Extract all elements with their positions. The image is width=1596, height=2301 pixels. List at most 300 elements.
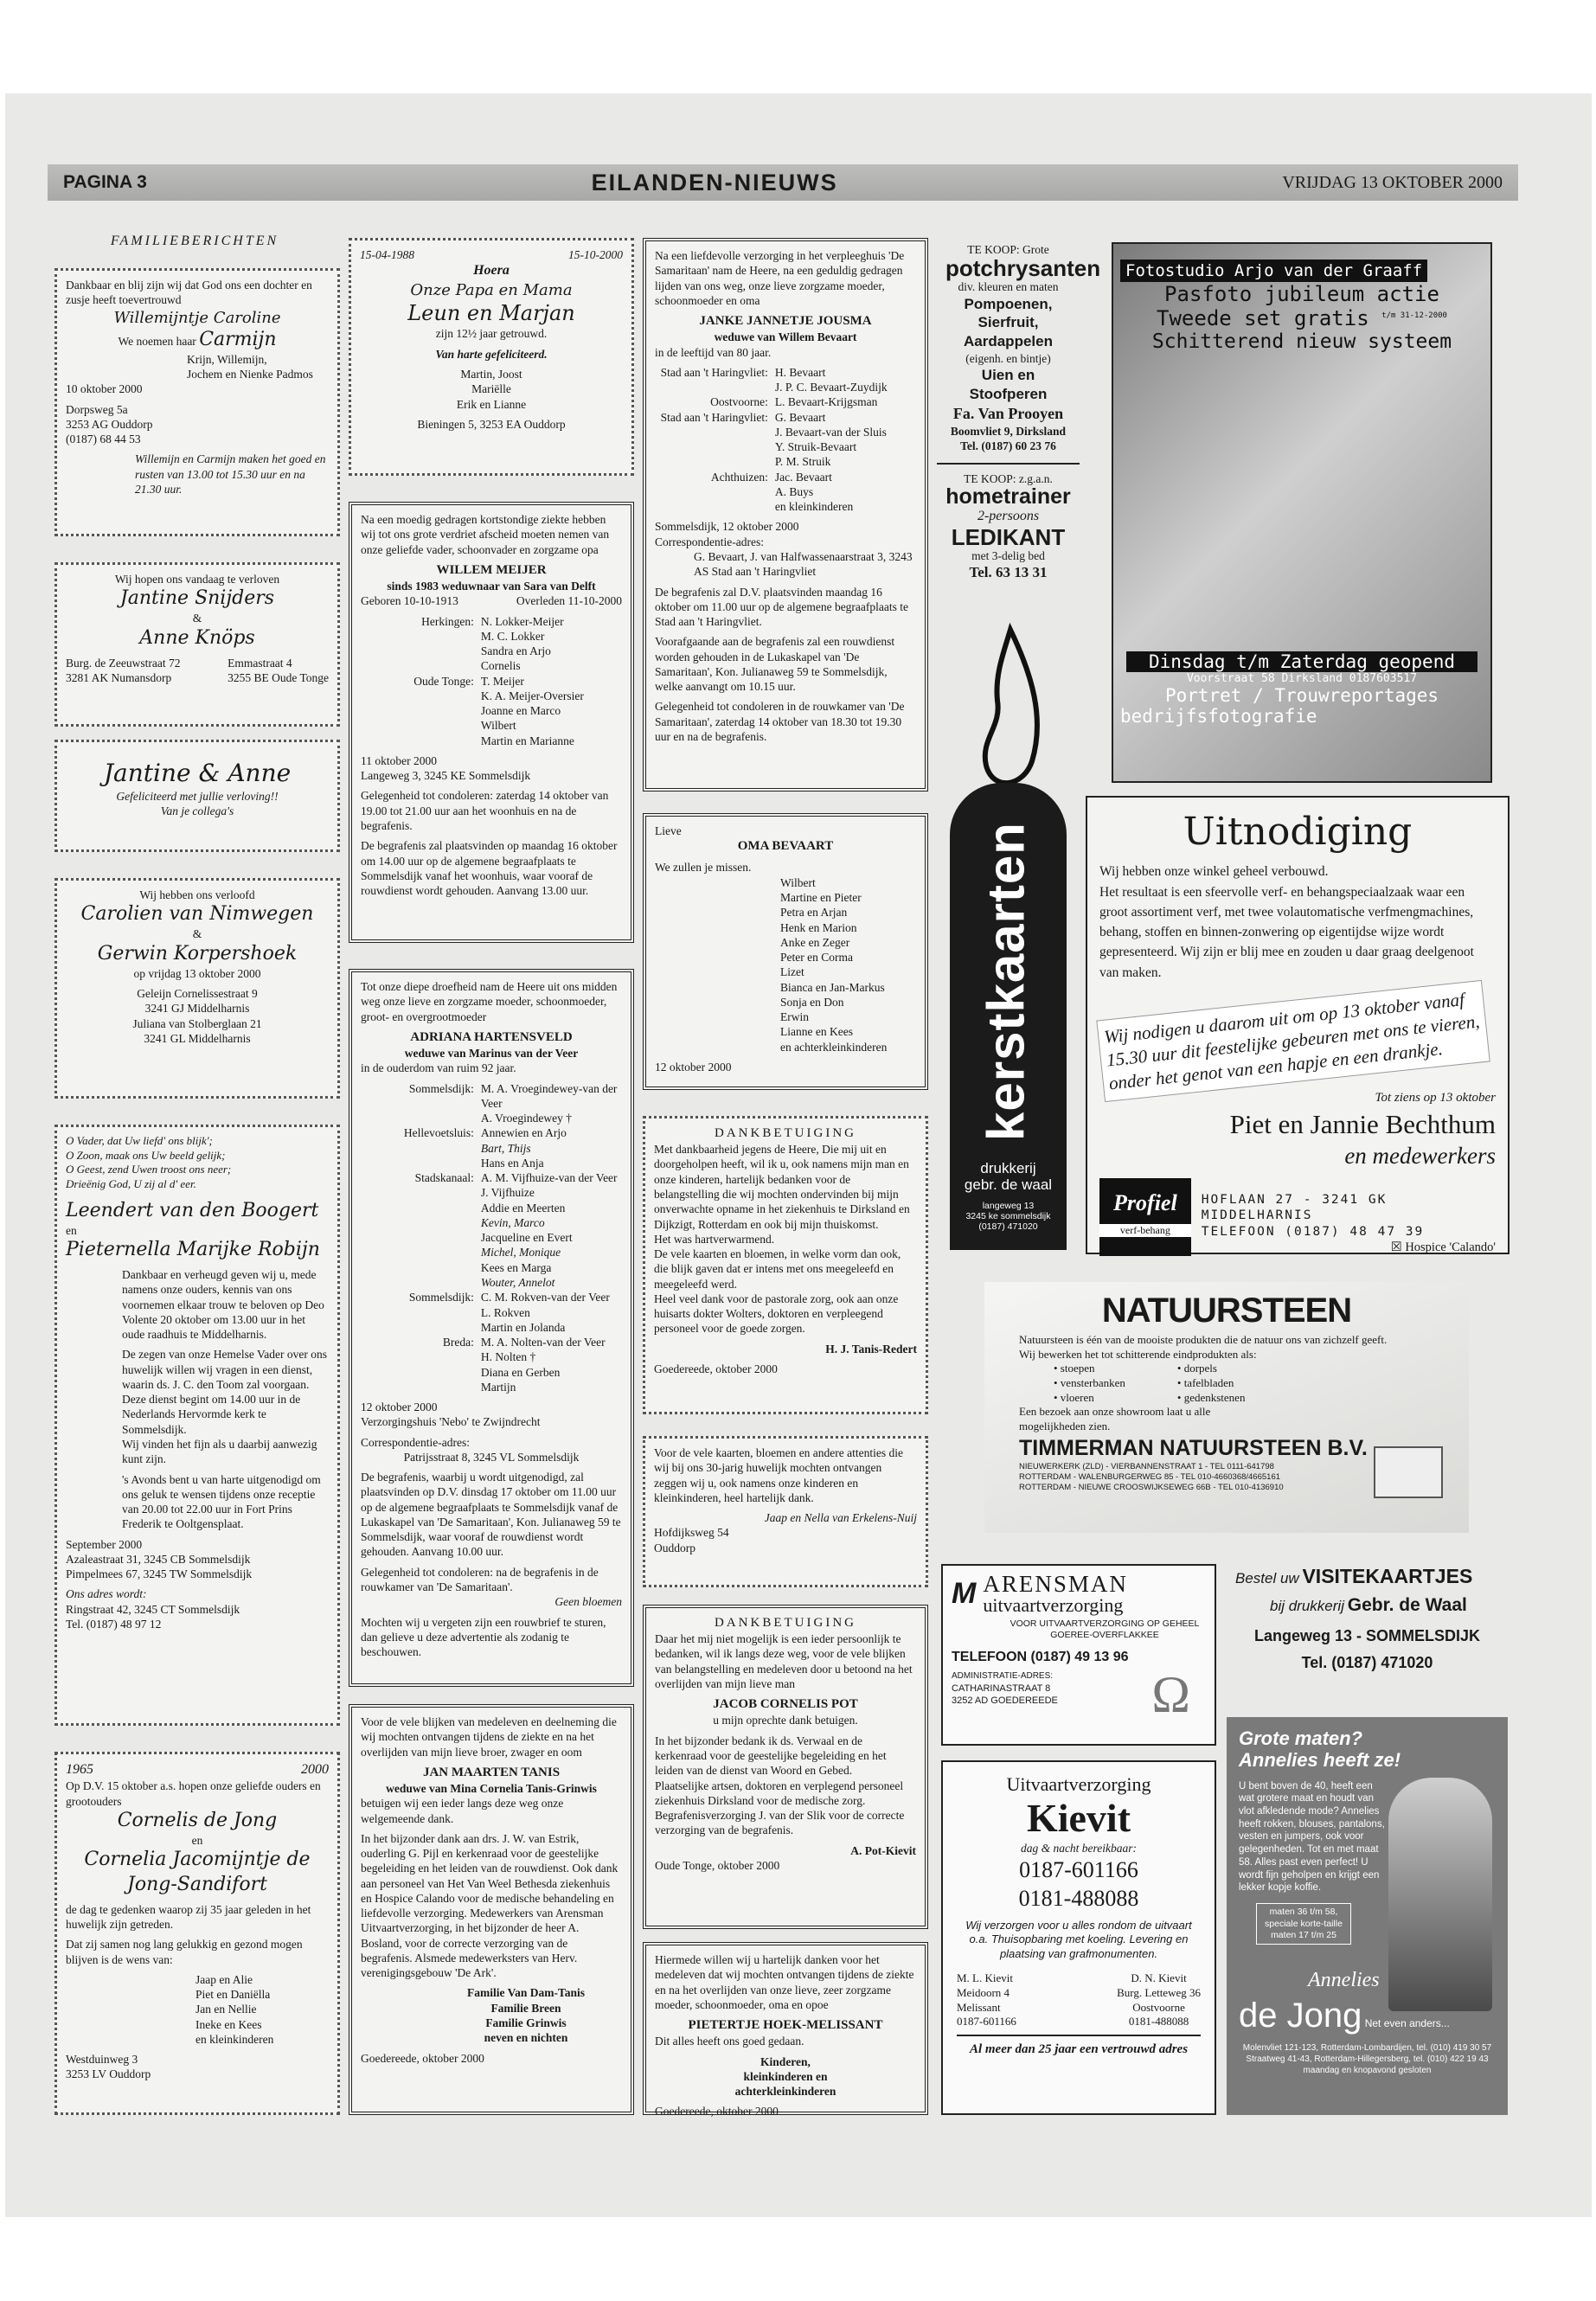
ad-heading: kerstkaarten	[977, 822, 1035, 1141]
ad-heading: VISITEKAARTJES	[1302, 1565, 1473, 1587]
ad-heading: NATUURSTEEN	[1101, 1292, 1352, 1330]
ad-text: in de leeftijd van 80 jaar.	[655, 345, 772, 359]
company-name: Annelies	[1308, 1969, 1380, 1992]
thanks-pot	[643, 1605, 928, 1929]
relative: Jacqueline en Evert	[480, 1231, 573, 1245]
ad-heading: LEDIKANT	[951, 523, 1066, 550]
ad-signature: H. J. Tanis-Redert	[825, 1342, 917, 1356]
ad-text: Wij hebben onze winkel geheel verbouwd. Het resultaat is een sfeervolle verf- en behangspeciaalzaak waar een groot assortiment verf, met twee volautomatische verfmengmachines, behang, stoffen en binnen-zonwering op eigentijdse wijze wordt gepresenteerd. Wij zijn er blij mee en zouden u daar graag deelgenoot van maken.	[1099, 864, 1474, 980]
ad-text: 's Avonds bent u van harte uitgenodigd om ons geluk te wensen tijdens onze receptie van 20.00 tot 22.00 uur in Fort Prins Frederik te Ooltgensplaat.	[122, 1472, 321, 1531]
visitekaartjes-ad	[1227, 1557, 1508, 1704]
place: Hellevoetsluis:	[403, 1126, 474, 1140]
relative: Michel, Monique	[480, 1246, 561, 1259]
profiel-logo	[1099, 1178, 1191, 1256]
relative: Kees en Marga	[480, 1260, 552, 1274]
relative: Bart, Thijs	[480, 1141, 531, 1155]
place	[361, 703, 481, 718]
ad-text: dag & nacht bereikbaar:	[1020, 1841, 1138, 1855]
baby-name: Willemijntje Caroline	[113, 308, 281, 327]
ad-address: NIEUWERKERK (ZLD) - VIERBANNENSTRAAT 1 - TEL 0111-641798	[1019, 1461, 1274, 1471]
candle-flame-icon	[950, 623, 1067, 796]
ad-text: weduwe van Mina Cornelia Tanis-Grinwis	[386, 1781, 597, 1795]
ad-date: op vrijdag 13 oktober 2000	[133, 966, 261, 980]
phone-number: 0187-601166	[1019, 1857, 1138, 1883]
relative: Sandra en Arjo	[480, 644, 551, 658]
relative: Hans en Anja	[480, 1156, 544, 1170]
ad-text: De begrafenis, waarbij u wordt uitgenodigd, zal plaatsvinden op D.V. dinsdag 17 oktober om 11.00 uur op de algemene begraafplaats te Sommelsdijk vanaf de Lukaskapel van 'De Samaritaan', Kon. Julianaweg 59 te Sommelsdijk, waar vooraf de rouwdienst wordt gehouden. Aanvang 10.00 uur.	[361, 1471, 621, 1559]
ad-heading: Uitnodiging	[1183, 810, 1413, 854]
person-name: Anne Knöps	[139, 626, 255, 649]
ad-address: Emmastraat 4 3255 BE Oude Tonge	[228, 656, 329, 685]
ad-text: Portret / Trouwreportages	[1164, 685, 1439, 706]
place: Oostvoorne:	[710, 395, 768, 409]
ad-text: zijn 12½ jaar getrouwd.	[435, 327, 548, 341]
ad-heading: potchrysanten	[945, 255, 1101, 282]
for-sale-hometrainer	[937, 463, 1080, 593]
relative: P. M. Struik	[774, 455, 831, 469]
ad-text: Hiermede willen wij u hartelijk danken voor het medeleven dat wij mochten ontvangen tijdens de ziekte en na het overlijden van onze lieve, zeer zorgzame moeder, schoonmoeder, oma en opoe	[655, 1953, 914, 2011]
place	[361, 1305, 481, 1320]
ad-address: Langeweg 3, 3245 KE Sommelsdijk	[361, 769, 531, 783]
ad-text: De begrafenis zal plaatsvinden op maandag 16 oktober om 14.00 uur op de algemene begraafplaats te Sommelsdijk vanaf het woonhuis, waar vooraf de rouwdienst wordt gehouden. Aanvang 13.00 uur.	[361, 839, 618, 898]
thanks-hoek	[643, 1942, 928, 2118]
place	[361, 629, 481, 644]
relative: C. M. Rokven-van der Veer	[480, 1291, 610, 1304]
ad-text: Schitterend nieuw systeem	[1151, 330, 1452, 353]
product-list: • dorpels • tafelbladen • gedenkstenen	[1176, 1362, 1246, 1404]
ad-text: Wij verzorgen voor u alles rondom de uitvaart o.a. Thuisopbaring met koeling. Levering en plaatsing van grafmonumenten.	[965, 1918, 1192, 1960]
ad-text: Dankbaar en verheugd geven wij u, mede namens onze ouders, kennis van ons voornemen elkaar trouw te beloven op Deo Volente 20 oktober om 13.00 uur in het oude raadhuis te Middelharnis.	[122, 1268, 324, 1342]
ad-text: Gelegenheid tot condoleren in de rouwkamer van 'De Samaritaan', zaterdag 14 oktober van 18.30 tot 19.30 uur en na de begrafenis.	[655, 700, 905, 743]
ad-text: Voor de vele kaarten, bloemen en andere attenties die wij bij ons 30-jarig huwelijk mochten ontvangen zeggen wij u, ook namens onze kinderen en kleinkinderen, heel hartelijk dank.	[654, 1446, 904, 1504]
deceased-name: WILLEM MEIJER	[436, 562, 547, 577]
ad-address: Bieningen 5, 3253 EA Ouddorp	[417, 417, 566, 431]
ad-heading: Grote maten? Annelies heeft ze!	[1239, 1727, 1401, 1772]
company-name: ARENSMAN	[983, 1571, 1128, 1597]
invitation-text: Wij nodigen u daarom uit om op 13 oktober vanaf 15.30 uur dit feestelijke gebeuren met ons te vieren, onder het genot van een hapje en een drankje.	[1096, 980, 1490, 1102]
ad-text: Verzorgingshuis 'Nebo' te Zwijndrecht	[361, 1415, 541, 1429]
place	[361, 1230, 481, 1245]
ad-signature: A. Pot-Kievit	[850, 1843, 916, 1857]
phone-number: Tel. 63 13 31	[969, 564, 1048, 580]
ad-address: Molenvliet 121-123, Rotterdam-Lombardijen, tel. (010) 419 30 57 Straatweg 41-43, Rotterdam-Hillegersberg, tel. (010) 422 19 43 maandag en knopavond gesloten	[1242, 2043, 1492, 2075]
place	[361, 1260, 481, 1275]
congrats-ad	[54, 740, 340, 852]
ad-address: ROTTERDAM - NIEUWE CROOSWIJKSEWEG 66B - TEL 010-4136910	[1019, 1482, 1284, 1492]
deceased-name: PIETERTJE HOEK-MELISSANT	[688, 2018, 883, 2033]
child-portrait-photo	[1113, 353, 1490, 651]
place	[361, 1111, 481, 1125]
ad-text: betuigen wij een ieder langs deze weg onze welgemeende dank.	[361, 1797, 564, 1825]
arensman-logo-icon: M	[952, 1576, 977, 1610]
ad-tagline: Net even anders...	[1364, 2017, 1450, 2030]
phone-number: 0181-488088	[1018, 1886, 1139, 1912]
relative: N. Lokker-Meijer	[480, 614, 564, 628]
company-name: drukkerij gebr. de waal	[964, 1160, 1053, 1193]
company-name: Gebr. de Waal	[1347, 1595, 1467, 1616]
ad-heading: DANKBETUIGING	[715, 1616, 856, 1630]
verse: O Vader, dat Uw liefd' ons blijk'; O Zoon, maak ons Uw beeld gelijk; O Geest, zend Uwen troost ons neer; Drieënig God, U zij al d' eer.	[66, 1134, 232, 1190]
ad-text: TE KOOP: z.g.a.n.	[964, 472, 1053, 485]
ad-text: &	[192, 612, 202, 625]
relative: Martin en Marianne	[480, 734, 574, 747]
ad-text: de dag te gedenken waarop zij 35 jaar geleden in het huwelijk zijn getreden.	[66, 1902, 311, 1931]
death-date: Overleden 11-10-2000	[516, 594, 622, 608]
company-name: Fa. Van Prooyen	[952, 404, 1064, 422]
company-name: de Jong	[1239, 1997, 1362, 2035]
relative: Diana en Gerben	[480, 1365, 561, 1379]
person-name: Gerwin Korpershoek	[97, 942, 298, 965]
ad-date: Goedereede, oktober 2000	[654, 1362, 778, 1375]
ad-text: bij drukkerij	[1270, 1598, 1344, 1615]
relative: Cornelis	[480, 659, 521, 673]
wedding-announcement	[54, 1125, 340, 1726]
relative: M. A. Nolten-van der Veer	[480, 1336, 606, 1349]
place	[361, 734, 481, 748]
ad-text: Dit alles heeft ons goed gedaan.	[655, 2035, 804, 2048]
ad-text: De begrafenis zal D.V. plaatsvinden maandag 16 oktober om 11.00 uur op de algemene begraafplaats te Stad aan 't Haringvliet.	[655, 585, 909, 629]
ad-text: Tot ziens op 13 oktober	[1375, 1091, 1496, 1106]
section-title: FAMILIEBERICHTEN	[110, 234, 279, 248]
ad-text: in de ouderdom van ruim 92 jaar.	[361, 1061, 516, 1075]
relative: Annewien en Arjo	[480, 1126, 567, 1140]
year: 2000	[301, 1762, 329, 1777]
ad-date: September 2000	[66, 1537, 143, 1551]
ad-text: Gelegenheid tot condoleren: zaterdag 14 oktober van 19.00 tot 21.00 uur aan het woonhuis en na de begrafenis.	[361, 789, 609, 832]
ad-date: 15-04-1988	[360, 248, 414, 261]
ad-text: VOOR UITVAARTVERZORGING OP GEHEEL GOEREE-OVERFLAKKEE	[1010, 1618, 1200, 1641]
thanks-tanis	[349, 1704, 634, 2115]
ad-text: &	[192, 927, 202, 941]
ad-signature: Van je collega's	[160, 804, 234, 818]
ad-text: Tot onze diepe droefheid nam de Heere uit ons midden weg onze lieve en zorgzame moeder, schoonmoeder, groot- en overgrootmoeder	[361, 980, 618, 1023]
ad-date: 12 oktober 2000	[361, 1400, 438, 1414]
ad-text: We zullen je missen.	[655, 861, 752, 875]
relative: Kevin, Marco	[480, 1215, 545, 1229]
for-sale-chrysanten	[937, 235, 1101, 456]
baby-name: Carmijn	[199, 328, 277, 350]
place	[361, 1201, 481, 1215]
ad-text: Onze Papa en Mama	[410, 280, 573, 299]
ad-heading: DANKBETUIGING	[715, 1126, 856, 1140]
ad-text: en	[66, 1223, 77, 1237]
ad-text: (eigenh. en bintje)	[965, 351, 1051, 365]
photo-studio-ad	[1112, 242, 1492, 783]
ad-text: Een bezoek aan onze showroom laat u alle mogelijkheden zien.	[1019, 1405, 1211, 1433]
deceased-name: JAN MAARTEN TANIS	[422, 1765, 561, 1779]
product-list: • stoepen • vensterbanken • vloeren	[1054, 1362, 1125, 1404]
ad-text: Daar het mij niet mogelijk is een ieder persoonlijk te bedanken, wil ik langs deze weg, voor de vele blijken van belangstelling en medeleven door u betoond na het overlijden van mijn lieve man	[655, 1632, 913, 1690]
ad-text: Wij hebben ons verloofd	[139, 888, 255, 901]
ad-address: Patrijsstraat 8, 3245 VL Sommelsdijk	[403, 1450, 580, 1464]
relative: L. Rokven	[480, 1305, 530, 1319]
place: Achthuizen:	[710, 470, 768, 484]
logo-text: Profiel	[1113, 1189, 1177, 1215]
place	[655, 499, 775, 514]
page-header	[48, 164, 1518, 201]
deceased-name: JACOB CORNELIS POT	[713, 1697, 858, 1712]
engagement-ad-2	[54, 878, 340, 1099]
ad-date: 15-10-2000	[568, 248, 623, 261]
ad-text: div. kleuren en maten	[958, 280, 1059, 294]
family-names: Wilbert Martine en Pieter Petra en Arjan Henk en Marion Anke en Zeger Peter en Corma Lizet Bianca en Jan-Markus Sonja en Don Erwin Lianne en Kees en achterkleinkinderen	[780, 875, 888, 1054]
ad-address: Ringstraat 42, 3245 CT Sommelsdijk Tel. (0187) 48 97 12	[66, 1602, 240, 1631]
size-box: maten 36 t/m 58, speciale korte-taille maten 17 t/m 25	[1256, 1903, 1351, 1945]
phone-number: Tel. (0187) 471020	[1301, 1654, 1433, 1672]
company-name: TIMMERMAN NATUURSTEEN B.V.	[1019, 1435, 1368, 1460]
relative: Martijn	[480, 1380, 516, 1394]
ad-text: Uien en Stoofperen	[969, 367, 1048, 402]
relative: Wilbert	[480, 719, 516, 733]
person-names: Piet en Jannie Bechthum	[1229, 1108, 1496, 1139]
place	[361, 1185, 481, 1200]
stone-block-icon	[1374, 1446, 1443, 1498]
obituary-jousma	[643, 238, 928, 792]
ad-date: Goedereede, oktober 2000	[361, 2051, 484, 2065]
ad-address: Boomvliet 9, Dirksland	[950, 424, 1067, 438]
kerstkaarten-ad	[950, 623, 1067, 1250]
place: Sommelsdijk:	[408, 1291, 474, 1304]
birth-announcement	[54, 268, 340, 536]
ad-text: Wij hopen ons vandaag te verloven	[114, 573, 280, 586]
ad-address: CATHARINASTRAAT 8 3252 AD GOEDEREEDE	[952, 1683, 1058, 1707]
place: Stadskanaal:	[414, 1171, 474, 1185]
relative: H. Nolten †	[480, 1350, 536, 1364]
ad-text: U bent boven de 40, heeft een wat grotere maat en houdt van vlot afkledende mode? Annelies heeft rokken, blouses, pantalons, vesten en jumpers, ook voor gelegenheden. Tot en met maat 58. Alles past even perfect! U wordt fijn geholpen en krijgt een lekker kopje koffie.	[1239, 1780, 1385, 1894]
place	[361, 1320, 481, 1335]
ad-address: ROTTERDAM - WALENBURGERWEG 85 - TEL 010-4660368/4665161	[1019, 1471, 1281, 1482]
ad-note: Willemijn en Carmijn maken het goed en rusten van 13.00 tot 15.30 uur en na 21.30 uur.	[135, 452, 326, 496]
studio-name: Fotostudio Arjo van der Graaff	[1120, 260, 1427, 282]
ad-text: 2-persoons	[977, 509, 1040, 524]
ad-text: en	[191, 1834, 203, 1848]
ad-heading: Pasfoto jubileum actie	[1164, 282, 1439, 306]
ad-heading: hometrainer	[945, 484, 1071, 510]
place	[361, 658, 481, 673]
arensman-ad	[941, 1564, 1216, 1746]
engagement-ad-1	[54, 562, 340, 727]
relative: T. Meijer	[480, 674, 524, 688]
family-names: Kinderen, kleinkinderen en achterkleinkinderen	[734, 2054, 836, 2099]
relative: Wouter, Annelot	[480, 1275, 555, 1289]
person-name: Pieternella Marijke Robijn	[66, 1238, 320, 1260]
birth-date: Geboren 10-10-1913	[361, 594, 458, 608]
relatives-list	[655, 365, 916, 515]
place: Herkingen:	[421, 614, 474, 628]
person-name: Carolien van Nimwegen	[80, 903, 314, 926]
person-name: Jantine Snijders	[119, 587, 275, 610]
place: Oude Tonge:	[413, 674, 474, 688]
page-number: PAGINA 3	[63, 172, 147, 192]
person-name: Leendert van den Boogert	[66, 1199, 319, 1221]
year: 1965	[66, 1762, 93, 1777]
place	[361, 1245, 481, 1259]
ad-text: Met dankbaarheid jegens de Heere, Die mij uit en doorgeholpen heeft, wil ik u, ook namens mijn man en onze kinderen, hartelijk bedanken voor de belangstelling die wij mochten ondervinden bij mijn onverwachte opname in het ziekenhuis te Dirksland en Dijkzigt, Rotterdam en ook bij mijn thuiskomst. Het was hartverwarmend. De vele kaarten en bloemen, in welke vorm dan ook, die blijk gaven dat er intens met ons meegeleefd en meegeleefd werd. Heel veel dank voor de pastorale zorg, ook aan onze huisarts dokter Wolters, doktoren en verpleegend personeel voor de goede zorgen.	[654, 1143, 910, 1336]
ad-address: M. L. Kievit Meidoorn 4 Melissant 0187-601166	[957, 1971, 1016, 2029]
ad-text: uitvaartverzorging	[983, 1594, 1124, 1616]
place	[361, 1156, 481, 1170]
relative: Joanne en Marco	[480, 704, 561, 718]
ad-text: ADMINISTRATIE-ADRES:	[952, 1671, 1054, 1682]
ad-text: Dankbaar en blij zijn wij dat God ons een dochter en zusje heeft toevertrouwd	[66, 279, 312, 307]
ad-text: Dat zij samen nog lang gelukkig en gezond mogen blijven is de wens van:	[66, 1938, 303, 1966]
ad-text: u mijn oprechte dank betuigen.	[713, 1714, 858, 1727]
ad-date: Goedereede, oktober 2000	[655, 2105, 779, 2118]
ad-address: Geleijn Cornelissestraat 9 3241 GJ Middelharnis	[137, 987, 258, 1016]
ad-text: Gefeliciteerd met jullie verloving!!	[116, 789, 279, 803]
ad-text: en medewerkers	[1344, 1143, 1496, 1170]
person-names: Jantine & Anne	[103, 759, 292, 787]
natuursteen-ad	[984, 1282, 1469, 1533]
ad-signature: Jaap en Nella van Erkelens-Nuij	[764, 1511, 917, 1525]
thanks-erkelens	[643, 1436, 928, 1587]
ad-address: langeweg 13 3245 ke sommelsdijk (0187) 471020	[965, 1201, 1051, 1232]
ad-address: Voorstraat 58 Dirksland 0187603517	[1186, 672, 1418, 685]
relatives-list	[361, 1081, 622, 1395]
ad-text: In het bijzonder dank aan drs. J. W. van Estrik, ouderling G. Pijl en kerkenraad voor de geestelijke begeleiding en het leiden van de rouwdienst. Ook dank aan personeel van Het Van Weel Bethesda ziekenhuis en Hospice Calando voor de medische behandeling en liefdevolle verzorging. Medewerkers van Arensman Uitvaartverzorging, in het bijzonder de heer A. Bosland, voor de correcte verzorging van de begrafenis. Alsmede medewerksters van Herv. verenigingsgebouw 'De Ark'.	[361, 1831, 619, 1980]
omega-icon: Ω	[1151, 1666, 1190, 1724]
relative: Addie en Meerten	[480, 1201, 566, 1215]
place	[361, 1365, 481, 1380]
relative: J. P. C. Bevaart-Zuydijk	[774, 381, 888, 394]
relative: en kleinkinderen	[774, 500, 854, 514]
ad-address: Hofdijksweg 54 Ouddorp	[654, 1526, 729, 1554]
place	[361, 1349, 481, 1364]
relative: A. Buys	[774, 484, 814, 498]
ad-address: Westduinweg 3 3253 LV Ouddorp	[66, 2053, 151, 2081]
annelies-ad	[1227, 1717, 1508, 2115]
family-names: Krijn, Willemijn, Jochem en Nienke Padmos	[187, 352, 313, 381]
relative: H. Bevaart	[774, 365, 826, 379]
phone-number: TELEFOON (0187) 48 47 39	[1201, 1224, 1425, 1239]
place: Stad aan 't Haringvliet:	[660, 365, 768, 379]
obituary-meijer	[349, 502, 634, 943]
invitation-ad	[1086, 796, 1509, 1254]
kievit-ad	[941, 1760, 1216, 2115]
place: Stad aan 't Haringvliet:	[660, 410, 768, 424]
ad-address: D. N. Kievit Burg. Letteweg 36 Oostvoorne 0181-488088	[1117, 1971, 1201, 2029]
ad-text: Dinsdag t/m Zaterdag geopend	[1126, 651, 1477, 672]
ad-text: Van harte gefeliciteerd.	[435, 347, 548, 361]
ad-address: Dorpsweg 5a 3253 AG Ouddorp (0187) 68 44 53	[66, 402, 153, 446]
ad-date: Sommelsdijk, 12 oktober 2000	[655, 520, 799, 534]
relative: L. Bevaart-Krijgsman	[774, 395, 878, 409]
family-names: Jaap en Alie Piet en Daniëlla Jan en Nellie Ineke en Kees en kleinkinderen	[195, 1972, 274, 2046]
issue-date: VRIJDAG 13 OKTOBER 2000	[1282, 172, 1503, 192]
family-names: Familie Van Dam-Tanis Familie Breen Familie Grinwis neven en nichten	[466, 1986, 586, 2045]
ad-text: sinds 1983 weduwnaar van Sara van Delft	[387, 579, 596, 593]
ad-text: Hospice 'Calando'	[1405, 1240, 1496, 1255]
ad-address: Juliana van Stolberglaan 21 3241 GL Middelharnis	[132, 1016, 262, 1045]
relative: M. A. Vroegindewey-van der Veer	[480, 1081, 618, 1110]
relative: Jac. Bevaart	[774, 470, 832, 484]
relative: M. C. Lokker	[480, 629, 545, 643]
relative: Y. Struik-Bevaart	[774, 440, 857, 454]
relative: A. M. Vijfhuize-van der Veer	[480, 1171, 618, 1185]
place	[655, 380, 775, 394]
person-names: Leun en Marjan	[407, 300, 575, 325]
place	[655, 454, 775, 469]
place	[361, 1141, 481, 1156]
ad-date: 10 oktober 2000	[66, 382, 143, 396]
place	[361, 1380, 481, 1394]
place	[361, 1215, 481, 1230]
ad-tagline: Al meer dan 25 jaar een vertrouwd adres	[957, 2035, 1201, 2058]
place	[361, 718, 481, 733]
ad-address: Azaleastraat 31, 3245 CB Sommelsdijk Pimpelmees 67, 3245 TW Sommelsdijk	[66, 1552, 253, 1581]
ad-text: Na een liefdevolle verzorging in het verpleeghuis 'De Samaritaan' nam de Heere, na een geduldig gedragen lijden van ons weg, onze lieve zorgzame moeder, schoonmoeder en oma	[655, 249, 905, 307]
ad-text: Correspondentie-adres:	[655, 535, 764, 548]
place	[655, 484, 775, 499]
place	[361, 644, 481, 658]
checkbox-icon: ☒	[1390, 1240, 1402, 1255]
ad-address: Burg. de Zeeuwstraat 72 3281 AK Numansdorp	[66, 656, 181, 685]
anniversary-ad-2	[349, 238, 634, 476]
relative: G. Bevaart	[774, 410, 826, 424]
ad-text: Pompoenen, Sierfruit, Aardappelen	[964, 295, 1053, 350]
ad-text: bedrijfsfotografie	[1120, 706, 1317, 727]
relative: J. Vijfhuize	[480, 1186, 535, 1200]
ad-text: Mochten wij u vergeten zijn een rouwbrief te sturen, dan gelieve u deze advertentie als zodanig te beschouwen.	[361, 1615, 606, 1659]
place: Sommelsdijk:	[408, 1081, 474, 1095]
anniversary-ad	[54, 1752, 340, 2115]
place: Breda:	[442, 1336, 474, 1349]
ad-text: Tweede set gratis	[1157, 306, 1369, 330]
ad-text: Op D.V. 15 oktober a.s. hopen onze geliefde ouders en grootouders	[66, 1779, 321, 1808]
obituary-hartensveld	[349, 969, 634, 1687]
ad-text: In het bijzonder bedank ik ds. Verwaal en de kerkenraad voor de geestelijke begeleiding en het leiden van de dienst van Woord en Gebed. Plaatselijke artsen, doktoren en verplegend personeel ziekenhuis Dirksland voor de medische zorg. Begrafenisverzorging J. van der Slik voor de correcte verzorging van de begrafenis.	[655, 1734, 905, 1837]
publication-title: EILANDEN-NIEUWS	[591, 169, 838, 195]
ad-heading: Hoera	[473, 263, 510, 279]
ad-text: Geen bloemen	[554, 1595, 622, 1609]
model-photo	[1388, 1778, 1492, 2011]
ad-date: 11 oktober 2000	[361, 753, 437, 767]
ad-text: Gelegenheid tot condoleren: na de begrafenis in de rouwkamer van 'De Samaritaan'.	[361, 1565, 599, 1594]
ad-text: met 3-delig bed	[971, 548, 1045, 562]
company-name: Kievit	[1026, 1796, 1131, 1841]
relative: K. A. Meijer-Oversier	[480, 689, 584, 702]
ad-heading: Uitvaartverzorging	[1006, 1773, 1151, 1795]
deceased-name: ADRIANA HARTENSVELD	[410, 1029, 573, 1044]
ad-text: Natuursteen is één van de mooiste produkten die de natuur ons van zichzelf geeft. Wij bewerken het tot schitterende eindprodukten als:	[1019, 1333, 1388, 1361]
relative: J. Bevaart-van der Sluis	[774, 425, 887, 439]
ad-text: We noemen haar	[118, 334, 196, 348]
place	[655, 425, 775, 439]
place	[361, 1275, 481, 1290]
place	[361, 689, 481, 703]
ad-text: Correspondentie-adres:	[361, 1435, 470, 1449]
deceased-name: JANKE JANNETJE JOUSMA	[699, 314, 872, 329]
relatives-list	[361, 614, 622, 748]
logo-text: verf-behang	[1099, 1224, 1191, 1237]
ad-date: Oude Tonge, oktober 2000	[655, 1858, 780, 1872]
thanks-tanis-redert	[643, 1116, 928, 1414]
ad-text: weduwe van Marinus van der Veer	[404, 1046, 579, 1060]
ad-address: G. Bevaart, J. van Halfwassenaarstraat 3, 3243 AS Stad aan 't Haringvliet	[694, 549, 913, 579]
relative: A. Vroegindewey †	[480, 1112, 572, 1125]
relative: Martin en Jolanda	[480, 1320, 566, 1334]
deceased-name: OMA BEVAART	[737, 839, 834, 854]
person-name: Cornelia Jacomijntje de Jong-Sandifort	[84, 1849, 311, 1895]
ad-address: Langeweg 13 - SOMMELSDIJK	[1253, 1627, 1481, 1645]
obituary-oma	[643, 813, 928, 1090]
ad-text: Voorafgaande aan de begrafenis zal een rouwdienst worden gehouden in de Lukaskapel van 'De Samaritaan', Kon. Julianaweg 59 te Sommelsdijk, welke aanvangt om 10.15 uur.	[655, 635, 895, 694]
ad-text: De zegen van onze Hemelse Vader over ons huwelijk willen wij vragen in een dienst, waarin ds. J. C. den Toom zal voorgaan. Deze dienst begint om 14.00 uur in de Nederlands Hervormde kerk te Sommelsdijk. Wij vinden het fijn als u daarbij aanwezig kunt zijn.	[122, 1348, 328, 1466]
phone-number: TELEFOON (0187) 49 13 96	[952, 1649, 1129, 1664]
ad-text: Bestel uw	[1235, 1570, 1299, 1586]
phone-number: Tel. (0187) 60 23 76	[960, 439, 1056, 452]
ad-text: weduwe van Willem Bevaart	[714, 330, 857, 344]
